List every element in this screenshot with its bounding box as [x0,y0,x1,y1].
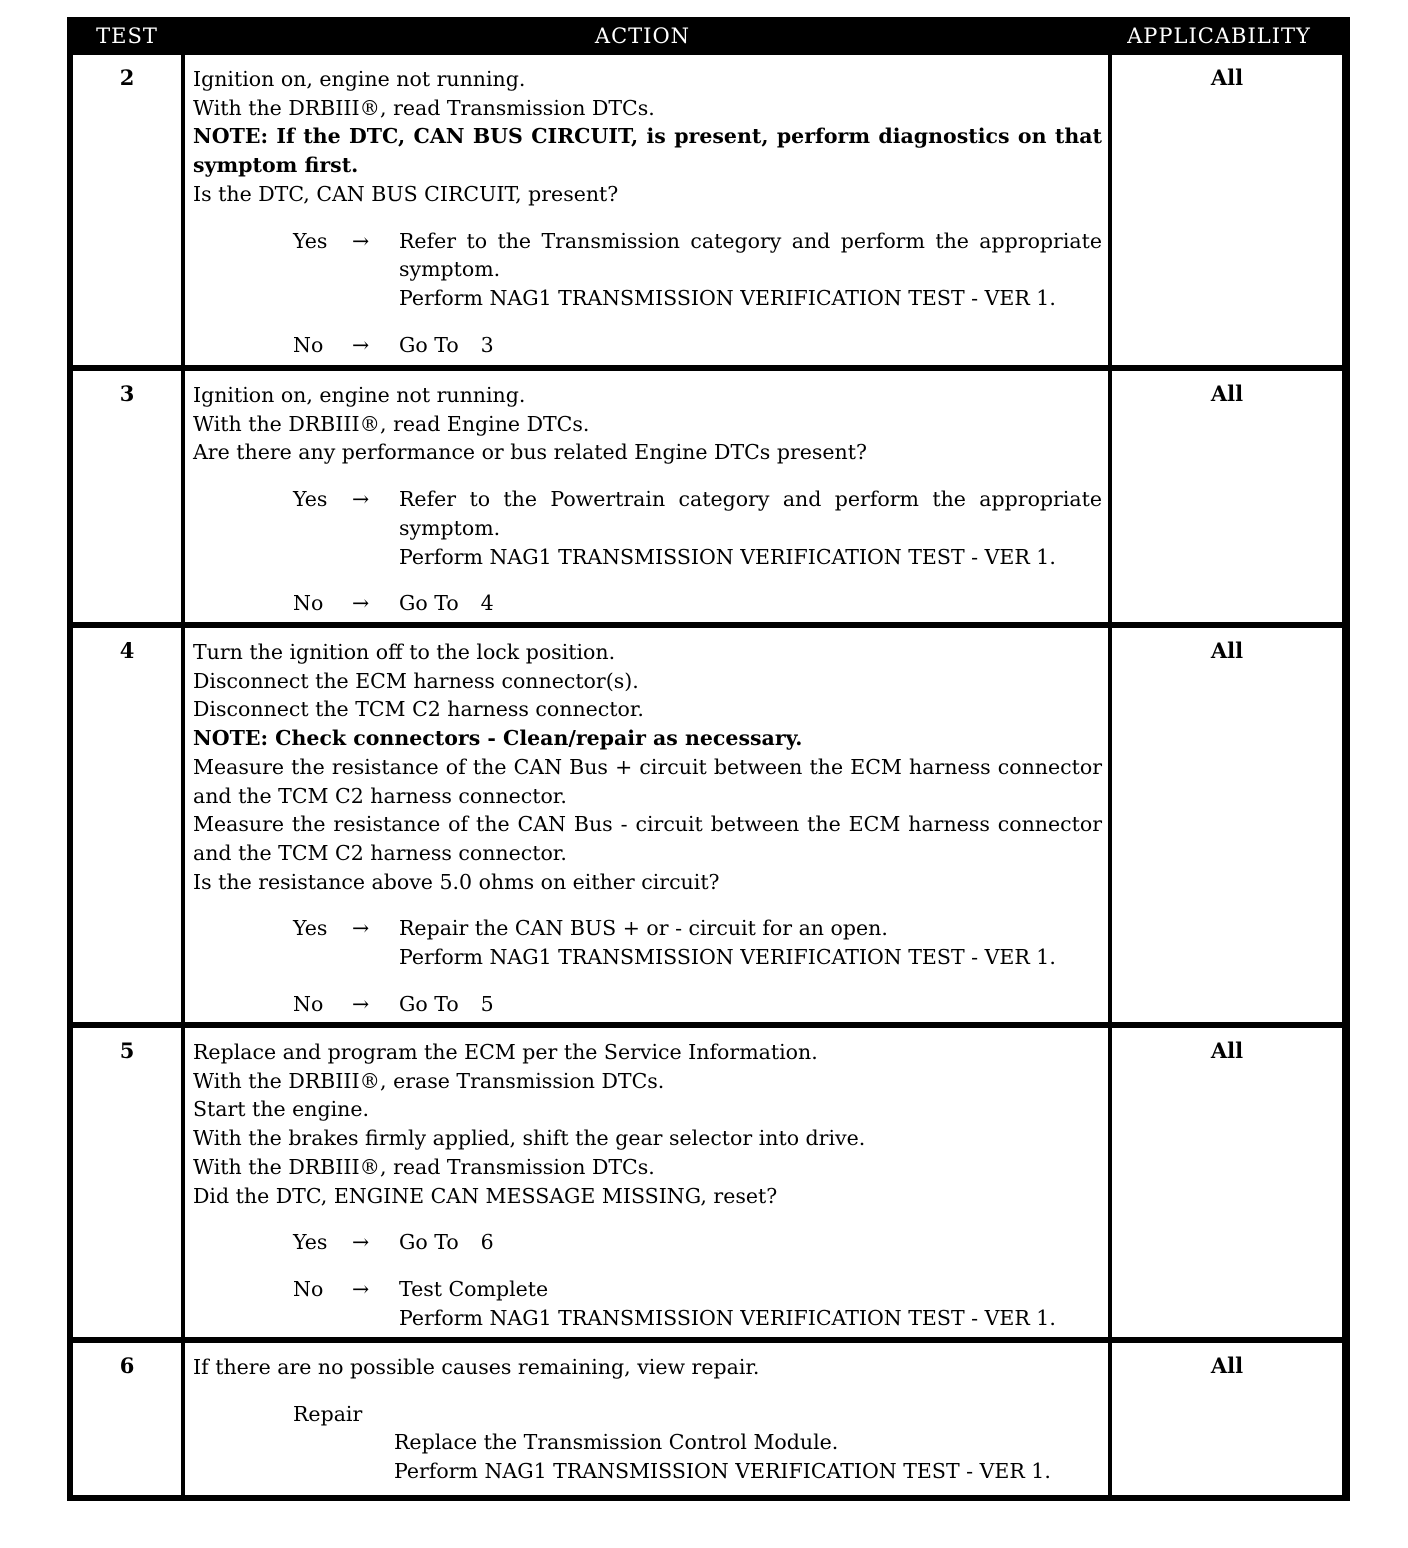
action-cell [185,628,1108,1022]
action-line: Ignition on, engine not running. [193,67,526,91]
arrow-icon: → [352,591,370,616]
action-line: With the DRBIII®, erase Transmission DTCs. [193,1068,665,1093]
no-label: No [293,1276,324,1301]
yes-line: Perform NAG1 TRANSMISSION VERIFICATION TEST - VER 1. [399,285,1056,310]
applicability-cell: All [1112,371,1342,622]
action-cell [185,371,1108,622]
table-header [73,17,1344,55]
header-test: TEST [96,24,158,48]
no-result [399,1275,1102,1332]
action-line: Ignition on, engine not running. [193,383,526,407]
no-result [399,990,1102,1019]
action-question: Is the resistance above 5.0 ohms on either circuit? [193,869,720,894]
goto-label: Go To [399,591,459,616]
arrow-icon: → [352,332,370,357]
table-row [73,1028,1344,1337]
yes-branch [193,227,1102,313]
applicability-cell: All [1112,55,1342,365]
action-line: With the DRBIII®, read Transmission DTCs. [193,95,655,120]
action-line: With the brakes firmly applied, shift the gear selector into drive. [193,1126,866,1151]
action-line: With the DRBIII®, read Engine DTCs. [193,411,590,436]
no-line: Test Complete [399,1276,549,1301]
no-label: No [293,591,324,616]
arrow-icon: → [352,228,370,253]
action-cell [185,55,1108,365]
header-applicability: APPLICABILITY [1127,24,1311,48]
no-branch [193,990,1102,1019]
yes-line: Refer to the Powertrain category and perform the appropriate symptom. [399,487,1102,540]
yes-label: Yes [293,228,328,253]
test-number: 3 [73,371,181,622]
action-question: Is the DTC, CAN BUS CIRCUIT, present? [193,181,619,206]
applicability-cell: All [1112,628,1342,1022]
yes-line: Repair the CAN BUS + or - circuit for an open. [399,916,888,941]
arrow-icon: → [352,1276,370,1301]
goto-number: 3 [480,332,494,357]
action-cell [185,1028,1108,1337]
action-line: Disconnect the ECM harness connector(s). [193,668,639,693]
action-line: Replace and program the ECM per the Service Information. [193,1040,818,1064]
diagnostic-table [67,17,1350,1501]
action-line: Turn the ignition off to the lock position. [193,640,616,664]
goto-label: Go To [399,991,459,1016]
goto-label: Go To [399,1230,459,1255]
no-result [399,589,1102,618]
arrow-icon: → [352,991,370,1016]
yes-line: Perform NAG1 TRANSMISSION VERIFICATION TEST - VER 1. [399,544,1056,569]
applicability-cell: All [1112,1028,1342,1337]
no-label: No [293,332,324,357]
repair-line: Replace the Transmission Control Module. [394,1430,839,1455]
goto-label: Go To [399,332,459,357]
no-label: No [293,991,324,1016]
action-note: NOTE: Check connectors - Clean/repair as necessary. [193,726,803,751]
repair-result [394,1428,1102,1485]
header-action: ACTION [594,24,691,48]
action-line: If there are no possible causes remaining, view repair. [193,1355,760,1379]
no-line: Perform NAG1 TRANSMISSION VERIFICATION TEST - VER 1. [399,1305,1056,1330]
action-line: Measure the resistance of the CAN Bus - circuit between the ECM harness connector and the TCM C2 harness connector. [193,812,1102,865]
goto-number: 5 [480,991,494,1016]
repair-label: Repair [293,1401,363,1426]
no-branch [193,1275,1102,1332]
no-result [399,331,1102,360]
action-line: Measure the resistance of the CAN Bus + circuit between the ECM harness connector and the TCM C2 harness connector. [193,754,1102,808]
yes-result [399,914,1102,971]
yes-label: Yes [293,487,328,512]
arrow-icon: → [352,916,370,941]
test-number: 5 [73,1028,181,1337]
test-number: 4 [73,628,181,1022]
no-branch [193,589,1102,618]
table-row [73,371,1344,622]
test-number: 6 [73,1343,181,1495]
yes-label: Yes [293,916,328,941]
yes-branch [193,914,1102,971]
action-line: Disconnect the TCM C2 harness connector. [193,697,644,722]
action-line: With the DRBIII®, read Transmission DTCs. [193,1154,655,1179]
repair-line: Perform NAG1 TRANSMISSION VERIFICATION TEST - VER 1. [394,1459,1051,1484]
action-note: NOTE: If the DTC, CAN BUS CIRCUIT, is present, perform diagnostics on that symptom first. [193,124,1102,178]
goto-number: 4 [480,591,494,616]
yes-result [399,227,1102,313]
action-cell [185,1343,1108,1495]
yes-result [399,1228,1102,1257]
yes-branch [193,1228,1102,1257]
test-number: 2 [73,55,181,365]
yes-line: Perform NAG1 TRANSMISSION VERIFICATION TEST - VER 1. [399,945,1056,970]
arrow-icon: → [352,1230,370,1255]
action-line: Start the engine. [193,1097,370,1122]
table-row [73,628,1344,1022]
goto-number: 6 [480,1230,494,1255]
action-question: Are there any performance or bus related Engine DTCs present? [193,440,867,465]
table-row [73,55,1344,365]
table-row [73,1343,1344,1495]
yes-result [399,485,1102,571]
arrow-icon: → [352,487,370,512]
yes-branch [193,485,1102,571]
yes-label: Yes [293,1230,328,1255]
applicability-cell: All [1112,1343,1342,1495]
yes-line: Refer to the Transmission category and perform the appropriate symptom. [399,228,1102,282]
action-question: Did the DTC, ENGINE CAN MESSAGE MISSING, reset? [193,1183,778,1208]
no-branch [193,331,1102,360]
